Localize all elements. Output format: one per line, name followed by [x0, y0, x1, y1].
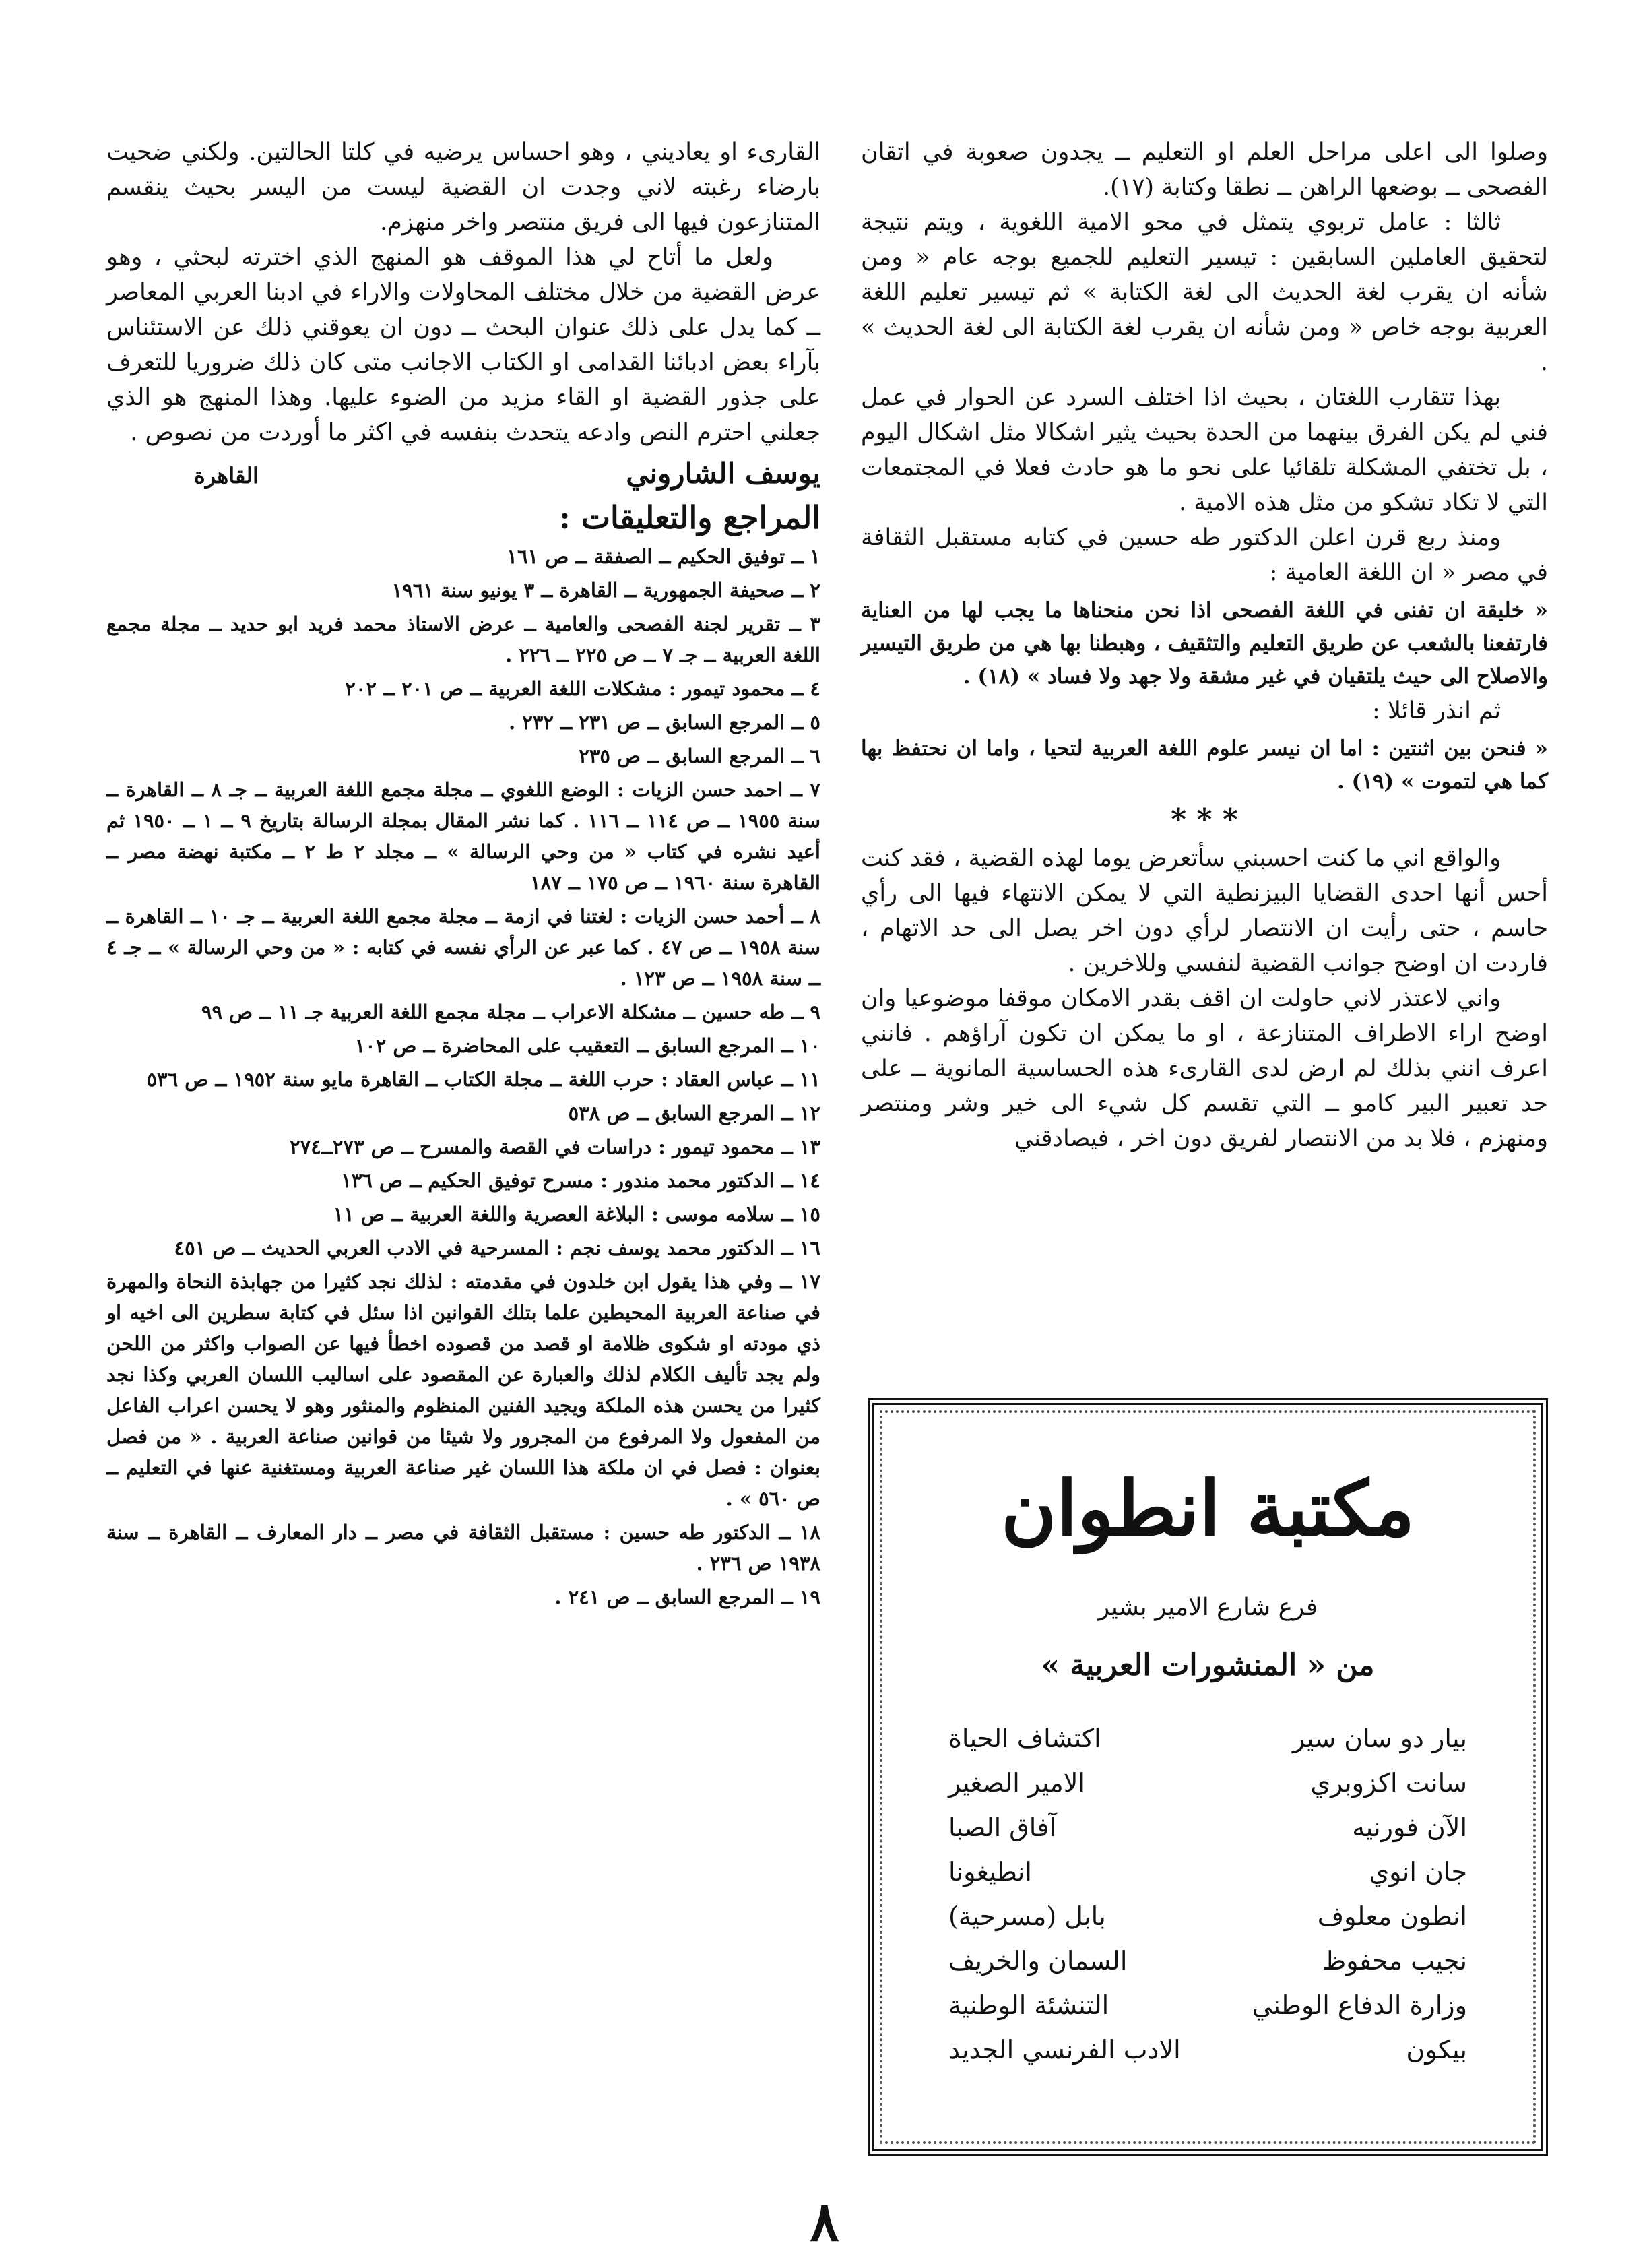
book-row	[908, 2027, 1508, 2072]
reference-item: ٩ ــ طه حسين ــ مشكلة الاعراب ــ مجلة مجمع اللغة العربية جـ ١١ ــ ص ٩٩	[201, 1001, 820, 1023]
book-title: آفاق الصبا	[948, 1813, 1056, 1842]
reference-item: ١٥ ــ سلامه موسى : البلاغة العصرية واللغة العربية ــ ص ١١	[333, 1203, 820, 1226]
reference-item: ١٩ ــ المرجع السابق ــ ص ٢٤١ .	[554, 1585, 820, 1608]
book-title: الادب الفرنسي الجديد	[948, 2035, 1181, 2065]
book-author: جان انوي	[1369, 1857, 1467, 1887]
book-title: الامير الصغير	[948, 1768, 1085, 1798]
paragraph: وصلوا الى اعلى مراحل العلم او التعليم ــ يجدون صعوبة في اتقان الفصحى ــ بوضعها الراهن ــ نطقا وكتابة (١٧).	[861, 139, 1548, 201]
book-author: وزارة الدفاع الوطني	[1252, 1990, 1467, 2020]
right-column	[861, 135, 1548, 1156]
book-author: سانت اكزوبري	[1310, 1768, 1467, 1798]
quote: « خليقة ان تفنى في اللغة الفصحى اذا نحن منحناها ما يجب لها من العناية فارتفعنا بالشعب عن طريق التعليم والتثقيف ، وهبطنا بها هي من طريق التيسير والاصلاح الى حيث يلتقيان في غير مشقة ولا جهد ولا فساد » (١٨) .	[861, 598, 1548, 689]
book-author: الآن فورنيه	[1352, 1813, 1467, 1842]
ad-publications: من « المنشورات العربية »	[1041, 1648, 1375, 1682]
reference-item: ١٤ ــ الدكتور محمد مندور : مسرح توفيق الحكيم ــ ص ١٣٦	[341, 1169, 820, 1192]
book-author: انطون معلوف	[1317, 1901, 1467, 1931]
reference-item: ٦ ــ المرجع السابق ــ ص ٢٣٥	[579, 745, 820, 767]
bookstore-advertisement	[868, 1398, 1548, 2156]
paragraph: بهذا تتقارب اللغتان ، بحيث اذا اختلف السرد عن الحوار في عمل فني لم يكن الفرق بينهما من الحدة بحيث يثير اشكالا مثل اشكال اليوم ، بل تختفي المشكلة تلقائيا على نحو ما هو حادث فعلا في المجتمعات التي لا تكاد تشكو من مثل هذه الامية .	[861, 384, 1548, 516]
reference-item: ١٦ ــ الدكتور محمد يوسف نجم : المسرحية في الادب العربي الحديث ــ ص ٤٥١	[174, 1236, 820, 1259]
paragraph: والواقع اني ما كنت احسبني سأتعرض يوما لهذه القضية ، فقد كنت أحس أنها احدى القضايا البيزنطية التي لا يمكن الانتهاء فيها الى رأي حاسم ، حتى رأيت ان الانتصار لرأي دون اخر يصل الى حد الاتهام ، فاردت ان اوضح جوانب القضية لنفسي وللاخرين .	[861, 845, 1548, 977]
left-column	[106, 135, 820, 1615]
city-name: القاهرة	[194, 463, 259, 489]
book-author: بيكون	[1406, 2035, 1467, 2065]
references-heading: المراجع والتعليقات :	[558, 499, 820, 536]
reference-item: ٧ ــ احمد حسن الزيات : الوضع اللغوي ــ مجلة مجمع اللغة العربية ــ جـ ٨ ــ القاهرة ــ سنة ١٩٥٥ ــ ص ١١٤ ــ ١١٦ . كما نشر المقال بمجلة الرسالة بتاريخ ٩ ــ ١ ــ ١٩٥٠ ثم أعيد نشره في كتاب « من وحي الرسالة » ــ مجلد ٢ ط ٢ ــ مكتبة نهضة مصر ــ القاهرة سنة ١٩٦٠ ــ ص ١٧٥ ــ ١٨٧	[106, 778, 821, 894]
book-row	[908, 1983, 1508, 2027]
paragraph: ثم انذر قائلا :	[1372, 697, 1501, 724]
reference-item: ٤ ــ محمود تيمور : مشكلات اللغة العربية ــ ص ٢٠١ ــ ٢٠٢	[345, 677, 820, 700]
reference-item: ١١ ــ عباس العقاد : حرب اللغة ــ مجلة الكتاب ــ القاهرة مايو سنة ١٩٥٢ ــ ص ٥٣٦	[146, 1068, 820, 1091]
paragraph: ومنذ ربع قرن اعلن الدكتور طه حسين في كتابه مستقبل الثقافة في مصر « ان اللغة العامية :	[861, 524, 1548, 586]
quote: « فنحن بين اثنتين : اما ان نيسر علوم اللغة العربية لتحيا ، واما ان نحتفظ بها كما هي لتموت » (١٩) .	[861, 736, 1548, 794]
book-row	[908, 1761, 1508, 1805]
reference-item: ٨ ــ أحمد حسن الزيات : لغتنا في ازمة ــ مجلة مجمع اللغة العربية ــ جـ ١٠ ــ القاهرة ــ سنة ١٩٥٨ ــ ص ٤٧ . كما عبر عن الرأي نفسه في كتابه : « من وحي الرسالة » ــ جـ ٤ ــ سنة ١٩٥٨ ــ ص ١٢٣ .	[106, 905, 820, 990]
references-list	[106, 541, 820, 1612]
ad-branch: فرع شارع الامير بشير	[1097, 1594, 1318, 1621]
book-title: بابل (مسرحية)	[948, 1901, 1106, 1931]
paragraph: القارىء او يعاديني ، وهو احساس يرضيه في كلتا الحالتين. ولكني ضحيت بارضاء رغبته لاني وجدت ان القضية ليست من اليسر بحيث ينقسم المتنازعون فيها الى فريق منتصر واخر منهزم.	[106, 139, 820, 236]
book-row	[908, 1894, 1508, 1939]
book-title: السمان والخريف	[948, 1946, 1128, 1976]
reference-item: ١٨ ــ الدكتور طه حسين : مستقبل الثقافة في مصر ــ دار المعارف ــ القاهرة ــ سنة ١٩٣٨ ص ٢٣٦ .	[106, 1521, 820, 1575]
reference-item: ٥ ــ المرجع السابق ــ ص ٢٣١ ــ ٢٣٢ .	[509, 711, 820, 734]
book-title: التنشئة الوطنية	[948, 1990, 1109, 2020]
ad-title: مكتبة انطوان	[1001, 1465, 1415, 1553]
signature	[106, 457, 820, 490]
book-author: بيار دو سان سير	[1292, 1724, 1467, 1753]
author-name: يوسف الشاروني	[626, 457, 820, 490]
book-author: نجيب محفوظ	[1322, 1946, 1467, 1976]
book-list	[908, 1716, 1508, 2072]
reference-item: ١ ــ توفيق الحكيم ــ الصفقة ــ ص ١٦١	[507, 545, 820, 568]
paragraph: واني لاعتذر لاني حاولت ان اقف بقدر الامكان موقفا موضوعيا وان اوضح اراء الاطراف المتنازعة ، او ما يمكن ان تكون آراؤهم . فانني اعرف انني بذلك لم ارض لدى القارىء هذه الحساسية المانوية ــ على حد تعبير البير كامو ــ التي تقسم كل شيء الى خير وشر ومنتصر ومنهزم ، فلا بد من الانتصار لفريق دون اخر ، فيصادقني	[861, 985, 1548, 1152]
book-row	[908, 1805, 1508, 1850]
reference-item: ١٠ ــ المرجع السابق ــ التعقيب على المحاضرة ــ ص ١٠٢	[354, 1034, 820, 1057]
reference-item: ٣ ــ تقرير لجنة الفصحى والعامية ــ عرض الاستاذ محمد فريد ابو حديد ــ مجلة مجمع اللغة العربية ــ جـ ٧ ــ ص ٢٢٥ ــ ٢٢٦ .	[106, 612, 820, 666]
book-row	[908, 1716, 1508, 1761]
page-number: ٨	[810, 2190, 839, 2253]
reference-item: ١٣ ــ محمود تيمور : دراسات في القصة والمسرح ــ ص ٢٧٣ــ٢٧٤	[290, 1135, 820, 1158]
reference-item: ٢ ــ صحيفة الجمهورية ــ القاهرة ــ ٣ يونيو سنة ١٩٦١	[391, 579, 820, 602]
paragraph: ثالثا : عامل تربوي يتمثل في محو الامية اللغوية ، ويتم نتيجة لتحقيق العاملين السابقين : تيسير التعليم للجميع بوجه عام « ومن شأنه ان يقرب لغة الحديث الى لغة الكتابة » ثم تيسير تعليم اللغة العربية بوجه خاص « ومن شأنه ان يقرب لغة الكتابة الى لغة الحديث » .	[861, 209, 1548, 376]
book-row	[908, 1939, 1508, 1983]
section-separator: * * *	[1171, 802, 1238, 837]
paragraph: ولعل ما أتاح لي هذا الموقف هو المنهج الذي اخترته لبحثي ، وهو عرض القضية من خلال مختلف المحاولات والاراء في ادبنا العربي المعاصر ــ كما يدل على ذلك عنوان البحث ــ دون ان يعوقني ذلك عن الاستئناس بآراء بعض ادبائنا القدامى او الكتاب الاجانب متى كان ذلك ضروريا للتعرف على جذور القضية او القاء مزيد من الضوء عليها. وهذا المنهج هو الذي جعلني احترم النص وادعه يتحدث بنفسه في اكثر ما أوردت من نصوص .	[106, 244, 820, 446]
book-row	[908, 1850, 1508, 1894]
book-title: اكتشاف الحياة	[948, 1724, 1101, 1753]
reference-item: ١٢ ــ المرجع السابق ــ ص ٥٣٨	[568, 1102, 820, 1125]
reference-item: ١٧ ــ وفي هذا يقول ابن خلدون في مقدمته : لذلك نجد كثيرا من جهابذة النحاة والمهرة في صناعة العربية المحيطين علما بتلك القوانين اذا سئل في كتابة سطرين الى اخيه او ذي مودته او شكوى ظلامة او قصد من قصوده اخطأ فيها عن الصواب واكثر من اللحن ولم يجد تأليف الكلام لذلك والعبارة عن المقصود على اساليب اللسان العربي وكذا نجد كثيرا من يحسن هذه الملكة ويجيد الفنين المنظوم والمنثور وهو لا يحسن اعراب الفاعل من المفعول ولا المرفوع من المجرور ولا شيئا من قوانين صناعة العربية . « من فصل بعنوان : فصل في ان ملكة هذا اللسان غير صناعة العربية ومستغنية عنها في التعليم ــ ص ٥٦٠ » .	[106, 1270, 820, 1510]
book-title: انطيغونا	[948, 1857, 1032, 1887]
